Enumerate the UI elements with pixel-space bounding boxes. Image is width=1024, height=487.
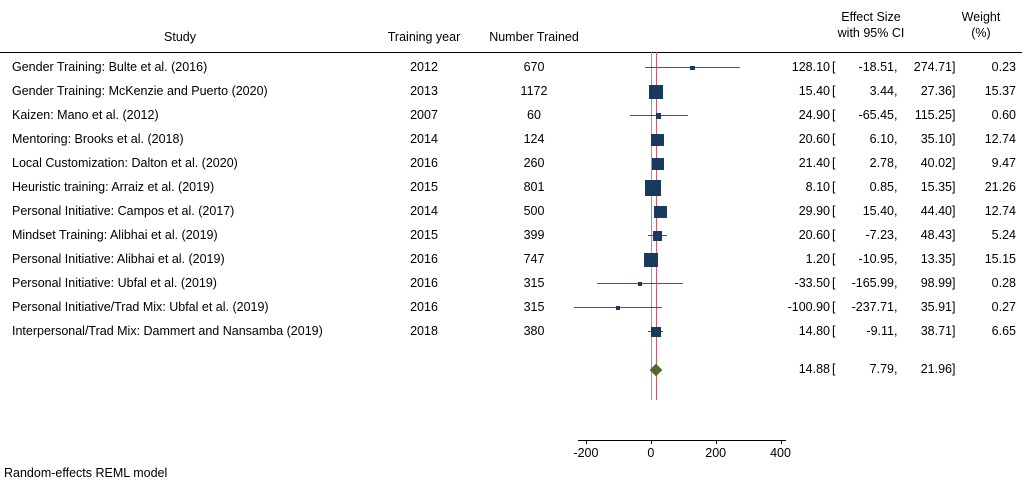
row-ci-upper: 13.35 <box>920 252 952 266</box>
row-ci-comma: , <box>894 180 898 194</box>
row-study-label: Personal Initiative: Alibhai et al. (2019) <box>12 252 225 266</box>
row-weight: 9.47 <box>991 156 1016 170</box>
row-number-trained: 124 <box>523 132 545 146</box>
row-ci-upper: 40.02 <box>920 156 952 170</box>
row-ci-lower: -18.51 <box>858 60 894 74</box>
row-weight: 15.15 <box>984 252 1016 266</box>
row-bracket-close: ] <box>952 300 956 314</box>
row-ci-upper: 15.35 <box>920 180 952 194</box>
row-number-trained: 747 <box>523 252 545 266</box>
row-weight: 21.26 <box>984 180 1016 194</box>
row-study-label: Personal Initiative: Campos et al. (2017) <box>12 204 235 218</box>
row-bracket-open: [ <box>832 300 836 314</box>
row-effect-size: 20.60 <box>798 228 830 242</box>
effect-size-marker <box>690 66 694 70</box>
column-header-number-trained: Number Trained <box>489 30 579 44</box>
row-training-year: 2014 <box>410 204 438 218</box>
row-number-trained: 801 <box>523 180 545 194</box>
row-ci-lower: 2.78 <box>869 156 894 170</box>
row-ci-comma: , <box>894 276 898 290</box>
row-ci-comma: , <box>894 204 898 218</box>
row-ci-comma: , <box>894 108 898 122</box>
row-weight: 6.65 <box>991 324 1016 338</box>
row-effect-size: 29.90 <box>798 204 830 218</box>
row-weight: 15.37 <box>984 84 1016 98</box>
row-ci-upper: 38.71 <box>920 324 952 338</box>
row-weight: 0.28 <box>991 276 1016 290</box>
overall-ci-lower: 7.79 <box>869 362 894 377</box>
column-header-study: Study <box>164 30 196 44</box>
row-bracket-open: [ <box>832 252 836 266</box>
row-study-label: Personal Initiative/Trad Mix: Ubfal et al. (2019) <box>12 300 269 314</box>
row-study-label: Gender Training: Bulte et al. (2016) <box>12 60 208 74</box>
forest-row <box>0 248 1024 272</box>
row-bracket-open: [ <box>832 156 836 170</box>
row-bracket-close: ] <box>952 276 956 290</box>
forest-row <box>0 176 1024 200</box>
row-weight: 12.74 <box>984 204 1016 218</box>
row-number-trained: 315 <box>523 300 545 314</box>
forest-row <box>0 104 1024 128</box>
row-bracket-open: [ <box>832 132 836 146</box>
effect-size-marker <box>652 158 664 170</box>
row-ci-lower: -7.23 <box>865 228 894 242</box>
forest-row-overall <box>0 358 1024 382</box>
row-training-year: 2007 <box>410 108 438 122</box>
column-header-weight-units: (%) <box>971 26 991 40</box>
row-study-label: Mindset Training: Alibhai et al. (2019) <box>12 228 218 242</box>
x-axis <box>560 440 820 470</box>
row-effect-size: 8.10 <box>805 180 830 194</box>
column-header-weight: Weight <box>961 10 1001 24</box>
row-study-label: Personal Initiative: Ubfal et al. (2019) <box>12 276 217 290</box>
effect-size-marker <box>649 85 663 99</box>
effect-size-marker <box>645 180 661 196</box>
row-effect-size: 15.40 <box>798 84 830 98</box>
column-header-effect-size-ci: with 95% CI <box>837 26 905 40</box>
effect-size-marker <box>651 327 661 337</box>
row-ci-comma: , <box>894 252 898 266</box>
forest-row <box>0 272 1024 296</box>
row-effect-size: 128.10 <box>791 60 830 74</box>
overall-ci-comma: , <box>894 362 898 377</box>
row-bracket-close: ] <box>952 180 956 194</box>
row-ci-lower: -65.45 <box>858 108 894 122</box>
row-ci-comma: , <box>894 324 898 338</box>
effect-size-marker <box>656 113 661 118</box>
row-ci-comma: , <box>894 228 898 242</box>
row-ci-upper: 274.71 <box>913 60 952 74</box>
row-effect-size: 21.40 <box>798 156 830 170</box>
row-bracket-open: [ <box>832 228 836 242</box>
row-training-year: 2015 <box>410 228 438 242</box>
row-number-trained: 315 <box>523 276 545 290</box>
header-divider <box>0 52 1022 53</box>
pooled-effect-diamond <box>649 364 662 377</box>
forest-row <box>0 224 1024 248</box>
row-bracket-open: [ <box>832 84 836 98</box>
row-weight: 0.60 <box>991 108 1016 122</box>
row-bracket-close: ] <box>952 60 956 74</box>
effect-size-marker <box>616 306 620 310</box>
row-ci-lower: -237.71 <box>851 300 894 314</box>
row-bracket-close: ] <box>952 108 956 122</box>
x-axis-tick-label: 0 <box>647 446 655 460</box>
row-weight: 0.27 <box>991 300 1016 314</box>
row-number-trained: 500 <box>523 204 545 218</box>
row-ci-lower: -10.95 <box>858 252 894 266</box>
row-effect-size: 24.90 <box>798 108 830 122</box>
overall-bracket-open: [ <box>832 362 836 377</box>
row-bracket-open: [ <box>832 204 836 218</box>
row-ci-comma: , <box>894 84 898 98</box>
row-bracket-open: [ <box>832 180 836 194</box>
row-ci-upper: 44.40 <box>920 204 952 218</box>
row-effect-size: -33.50 <box>794 276 830 290</box>
row-ci-lower: 3.44 <box>869 84 894 98</box>
row-ci-lower: 0.85 <box>869 180 894 194</box>
row-study-label: Heuristic training: Arraiz et al. (2019) <box>12 180 215 194</box>
row-study-label: Kaizen: Mano et al. (2012) <box>12 108 159 122</box>
forest-row <box>0 296 1024 320</box>
model-footnote: Random-effects REML model <box>4 466 168 480</box>
forest-row <box>0 152 1024 176</box>
row-training-year: 2016 <box>410 300 438 314</box>
effect-size-marker <box>651 134 664 147</box>
row-ci-lower: -165.99 <box>851 276 894 290</box>
row-ci-upper: 98.99 <box>920 276 952 290</box>
row-effect-size: -100.90 <box>787 300 830 314</box>
column-header-effect-size: Effect Size <box>841 10 901 24</box>
row-weight: 12.74 <box>984 132 1016 146</box>
effect-size-marker <box>653 231 662 240</box>
row-training-year: 2012 <box>410 60 438 74</box>
overall-ci-upper: 21.96 <box>920 362 952 377</box>
x-axis-tick <box>781 440 782 444</box>
row-ci-comma: , <box>894 300 898 314</box>
row-number-trained: 60 <box>527 108 541 122</box>
row-training-year: 2013 <box>410 84 438 98</box>
x-axis-tick-label: 400 <box>770 446 791 460</box>
forest-row <box>0 56 1024 80</box>
row-number-trained: 380 <box>523 324 545 338</box>
effect-size-marker <box>644 253 658 267</box>
row-effect-size: 20.60 <box>798 132 830 146</box>
row-bracket-close: ] <box>952 132 956 146</box>
row-ci-upper: 35.91 <box>920 300 952 314</box>
row-ci-comma: , <box>894 60 898 74</box>
overall-effect-size: 14.88 <box>798 362 830 377</box>
row-bracket-close: ] <box>952 324 956 338</box>
row-ci-upper: 48.43 <box>920 228 952 242</box>
row-number-trained: 670 <box>523 60 545 74</box>
row-bracket-close: ] <box>952 228 956 242</box>
forest-row <box>0 200 1024 224</box>
row-bracket-close: ] <box>952 252 956 266</box>
row-training-year: 2016 <box>410 276 438 290</box>
row-study-label: Mentoring: Brooks et al. (2018) <box>12 132 184 146</box>
row-bracket-open: [ <box>832 276 836 290</box>
row-training-year: 2015 <box>410 180 438 194</box>
row-study-label: Local Customization: Dalton et al. (2020) <box>12 156 238 170</box>
overall-bracket-close: ] <box>952 362 956 377</box>
row-training-year: 2016 <box>410 156 438 170</box>
x-axis-tick <box>651 440 652 444</box>
row-ci-upper: 27.36 <box>920 84 952 98</box>
row-bracket-close: ] <box>952 84 956 98</box>
row-weight: 0.23 <box>991 60 1016 74</box>
row-weight: 5.24 <box>991 228 1016 242</box>
row-training-year: 2016 <box>410 252 438 266</box>
row-ci-comma: , <box>894 132 898 146</box>
row-training-year: 2014 <box>410 132 438 146</box>
row-effect-size: 14.80 <box>798 324 830 338</box>
row-bracket-open: [ <box>832 324 836 338</box>
row-bracket-close: ] <box>952 156 956 170</box>
x-axis-tick <box>586 440 587 444</box>
row-ci-upper: 35.10 <box>920 132 952 146</box>
row-effect-size: 1.20 <box>805 252 830 266</box>
row-study-label: Gender Training: McKenzie and Puerto (2020) <box>12 84 268 98</box>
effect-size-marker <box>654 206 667 219</box>
row-number-trained: 1172 <box>520 84 548 98</box>
row-training-year: 2018 <box>410 324 438 338</box>
effect-size-marker <box>638 282 642 286</box>
row-bracket-open: [ <box>832 108 836 122</box>
row-ci-comma: , <box>894 156 898 170</box>
row-ci-lower: 6.10 <box>869 132 894 146</box>
column-header-training-year: Training year <box>387 30 461 44</box>
row-study-label: Interpersonal/Trad Mix: Dammert and Nansamba (2019) <box>12 324 323 338</box>
row-number-trained: 260 <box>523 156 545 170</box>
forest-row <box>0 128 1024 152</box>
x-axis-tick-label: 200 <box>705 446 727 460</box>
x-axis-tick <box>716 440 717 444</box>
forest-row <box>0 320 1024 344</box>
x-axis-tick-label: -200 <box>573 446 599 460</box>
row-bracket-open: [ <box>832 60 836 74</box>
row-bracket-close: ] <box>952 204 956 218</box>
row-ci-lower: 15.40 <box>862 204 894 218</box>
forest-row <box>0 80 1024 104</box>
row-number-trained: 399 <box>523 228 545 242</box>
x-axis-line <box>578 440 786 441</box>
row-ci-upper: 115.25 <box>914 108 952 122</box>
row-ci-lower: -9.11 <box>866 324 894 338</box>
